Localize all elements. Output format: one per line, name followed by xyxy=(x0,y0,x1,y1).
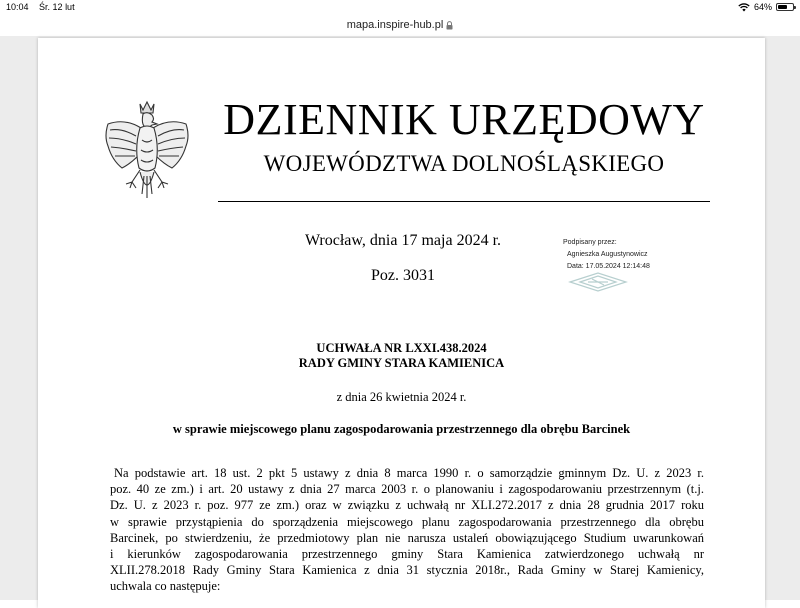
body-line: poz. 40 ze zm.) i art. 20 ustawy z dnia 27 marca 2003 r. o planowaniu i zagospodarowaniu przestrzennym (t.j. xyxy=(110,482,704,497)
gazette-title: DZIENNIK URZĘDOWY xyxy=(223,95,705,144)
body-line: Na podstawie art. 18 ust. 2 pkt 5 ustawy z dnia 8 marca 1990 r. o samorządzie gminnym Dz. U. z 2023 r. xyxy=(114,466,704,480)
status-bar xyxy=(0,0,800,14)
signature-label: Podpisany przez: xyxy=(563,239,617,246)
wifi-icon xyxy=(738,3,750,12)
digital-signature xyxy=(563,237,650,273)
body-line: Barcinek, po stwierdzeniu, że przedmiotowy plan nie narusza ustaleń obowiązującego Studium uwarunkowań xyxy=(110,530,704,545)
url-text[interactable]: mapa.inspire-hub.pl xyxy=(346,19,444,31)
status-right xyxy=(738,2,794,12)
body-line: i kierunków zagospodarowania przestrzennego gminy Stara Kamienica zatwierdzonego uchwałą nr xyxy=(110,547,704,562)
issue-date: Wrocław, dnia 17 maja 2024 r. xyxy=(304,232,502,249)
resolution-body: RADY GMINY STARA KAMIENICA xyxy=(298,356,505,370)
body-line: XLII.278.2018 Rady Gminy Stara Kamienica z dnia 31 stycznia 2018r., Rada Gminy w Starej Kamienicy, xyxy=(110,563,704,578)
battery-percent: 64% xyxy=(753,2,772,12)
status-time: 10:04 xyxy=(6,2,29,12)
resolution-heading xyxy=(38,341,765,371)
resolution-body-text xyxy=(110,465,704,595)
document-viewer[interactable] xyxy=(0,36,800,600)
resolution-date: z dnia 26 kwietnia 2024 r. xyxy=(336,390,467,404)
url-display[interactable] xyxy=(347,19,454,31)
lock-icon xyxy=(446,21,453,30)
signature-stamp-icon xyxy=(566,272,630,292)
resolution-subject: w sprawie miejscowego planu zagospodarowania przestrzennego dla obrębu Barcinek xyxy=(172,422,631,436)
status-date: Śr. 12 lut xyxy=(39,2,75,12)
status-left xyxy=(6,2,83,12)
resolution-title: UCHWAŁA NR LXXI.438.2024 xyxy=(316,341,487,355)
signature-name: Agnieszka Augustynowicz xyxy=(567,251,648,258)
battery-icon xyxy=(776,3,794,11)
address-bar[interactable] xyxy=(0,14,800,36)
body-line: uchwala co następuje: xyxy=(110,579,221,594)
gazette-subtitle: WOJEWÓDZTWA DOLNOŚLĄSKIEGO xyxy=(263,151,665,176)
position-number: Poz. 3031 xyxy=(371,267,435,284)
body-line: Dz. U. z 2023 r. poz. 977 ze zm.) oraz w związku z uchwałą nr XLI.272.2017 z dnia 28 grudnia 2017 roku xyxy=(110,498,704,513)
signature-date: Data: 17.05.2024 12:14:48 xyxy=(567,263,650,270)
document-page[interactable] xyxy=(38,38,765,608)
body-line: w sprawie przystąpienia do sporządzenia miejscowego planu zagospodarowania przestrzennego dla obrębu xyxy=(110,514,704,529)
title-divider xyxy=(218,201,710,202)
battery-level xyxy=(778,5,787,9)
polish-eagle-emblem xyxy=(100,98,194,210)
